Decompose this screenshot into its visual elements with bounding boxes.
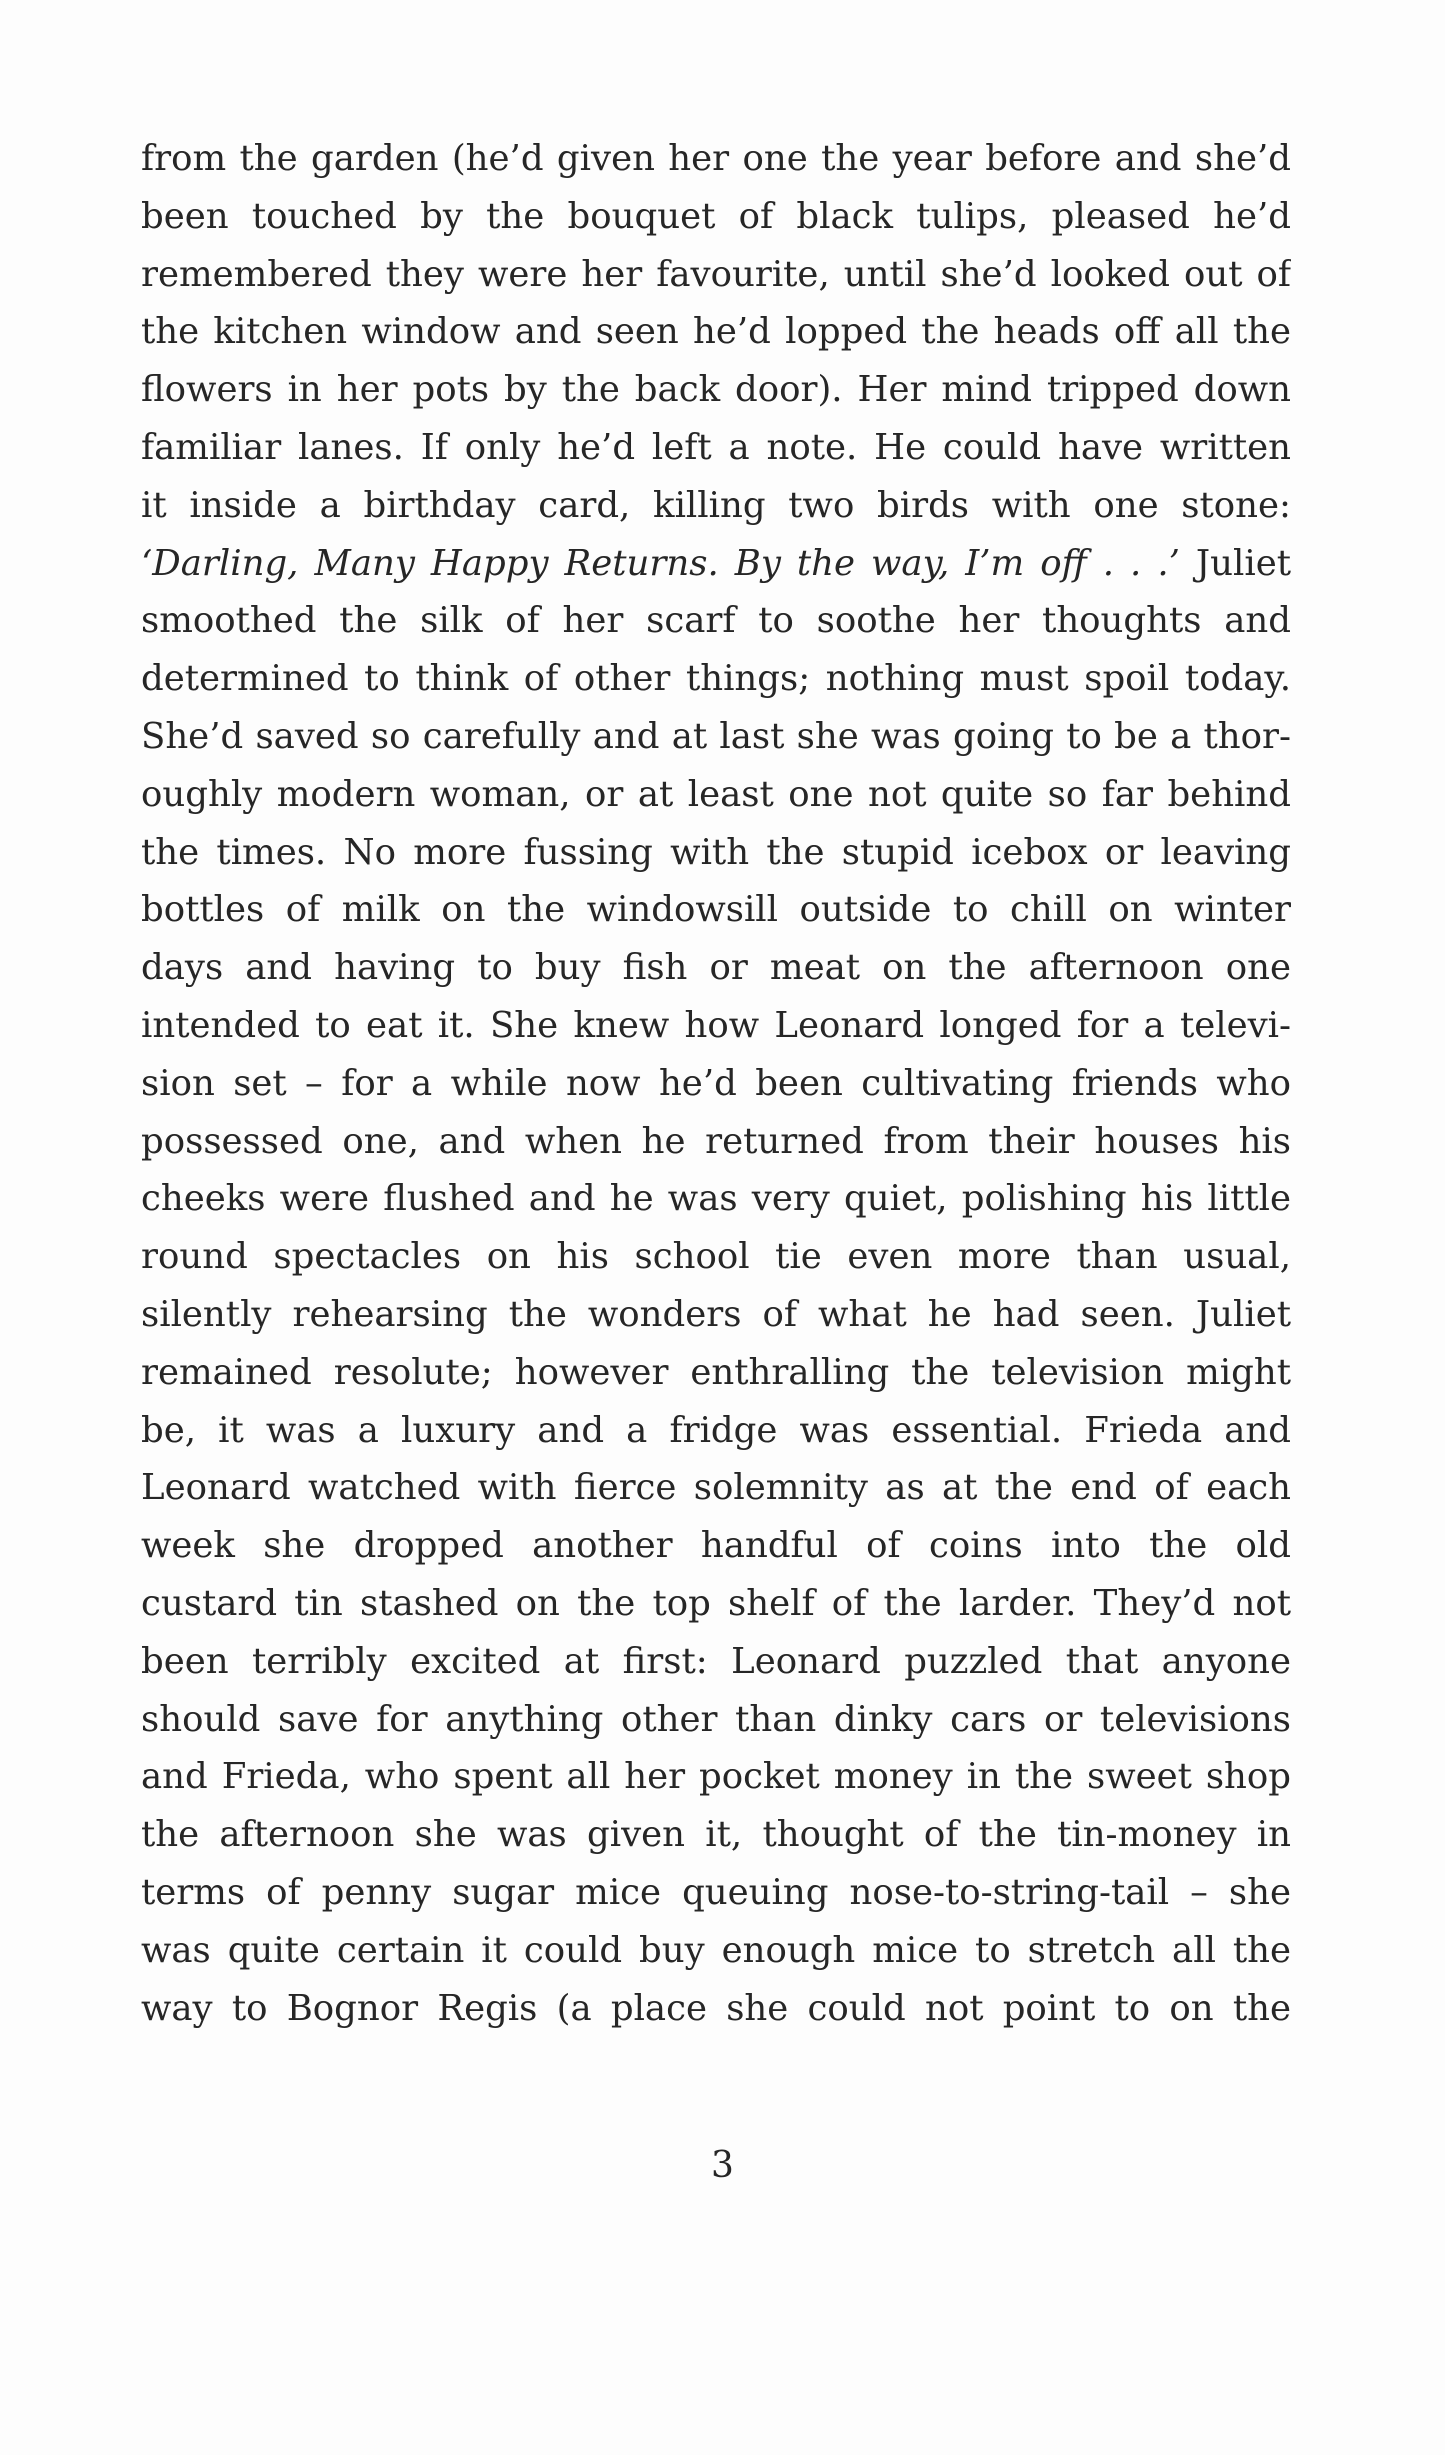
text-line: round spectacles on his school tie even more than usual, [141,1236,1291,1278]
text-line: custard tin stashed on the top shelf of the larder. They’d not [141,1582,1291,1624]
body-text [141,130,1291,2037]
text-line: been touched by the bouquet of black tulips, pleased he’d [141,195,1291,237]
text-line: determined to think of other things; nothing must spoil today. [141,658,1291,700]
text-line: the kitchen window and seen he’d lopped the heads off all the [141,311,1291,353]
italic-quote: ‘Darling, Many Happy Returns. By the way, I’m off . . .’ [141,542,1180,584]
text-line: flowers in her pots by the back door). Her mind tripped down [141,369,1291,411]
text-line: terms of penny sugar mice queuing nose-to-string-tail – she [141,1871,1291,1913]
text-line: smoothed the silk of her scarf to soothe her thoughts and [141,600,1291,642]
text-line: cheeks were flushed and he was very quiet, polishing his little [141,1178,1291,1220]
text-line: oughly modern woman, or at least one not quite so far behind [141,773,1291,815]
text-line: days and having to buy fish or meat on the afternoon one [141,947,1291,989]
text-line: should save for anything other than dinky cars or televisions [141,1698,1291,1740]
text-line: sion set – for a while now he’d been cultivating friends who [141,1062,1291,1104]
text-line: She’d saved so carefully and at last she was going to be a thor- [141,715,1291,757]
text-line: remembered they were her favourite, until she’d looked out of [141,253,1291,295]
text-line: familiar lanes. If only he’d left a note. He could have written [141,426,1291,468]
page-number: 3 [711,2145,734,2186]
text-line-with-italic [141,535,1291,593]
text-line: way to Bognor Regis (a place she could not point to on the [141,1987,1291,2029]
text-line: remained resolute; however enthralling the television might [141,1351,1291,1393]
text-fragment: Juliet [1179,542,1291,584]
text-line: from the garden (he’d given her one the year before and she’d [141,138,1291,179]
text-line: silently rehearsing the wonders of what he had seen. Juliet [141,1293,1291,1335]
text-line: intended to eat it. She knew how Leonard longed for a televi- [141,1004,1291,1046]
text-line: it inside a birthday card, killing two birds with one stone: [141,484,1291,526]
text-line: possessed one, and when he returned from their houses his [141,1120,1291,1162]
text-line: be, it was a luxury and a fridge was essential. Frieda and [141,1409,1291,1451]
text-line: the afternoon she was given it, thought of the tin-money in [141,1814,1291,1856]
text-line: the times. No more fussing with the stupid icebox or leaving [141,831,1291,873]
text-line: bottles of milk on the windowsill outside to chill on winter [141,889,1291,931]
text-line: week she dropped another handful of coins into the old [141,1525,1291,1567]
text-line: and Frieda, who spent all her pocket money in the sweet shop [141,1756,1291,1798]
text-line: was quite certain it could buy enough mice to stretch all the [141,1929,1291,1971]
text-line: been terribly excited at first: Leonard puzzled that anyone [141,1640,1291,1682]
text-line: Leonard watched with fierce solemnity as at the end of each [141,1467,1291,1509]
